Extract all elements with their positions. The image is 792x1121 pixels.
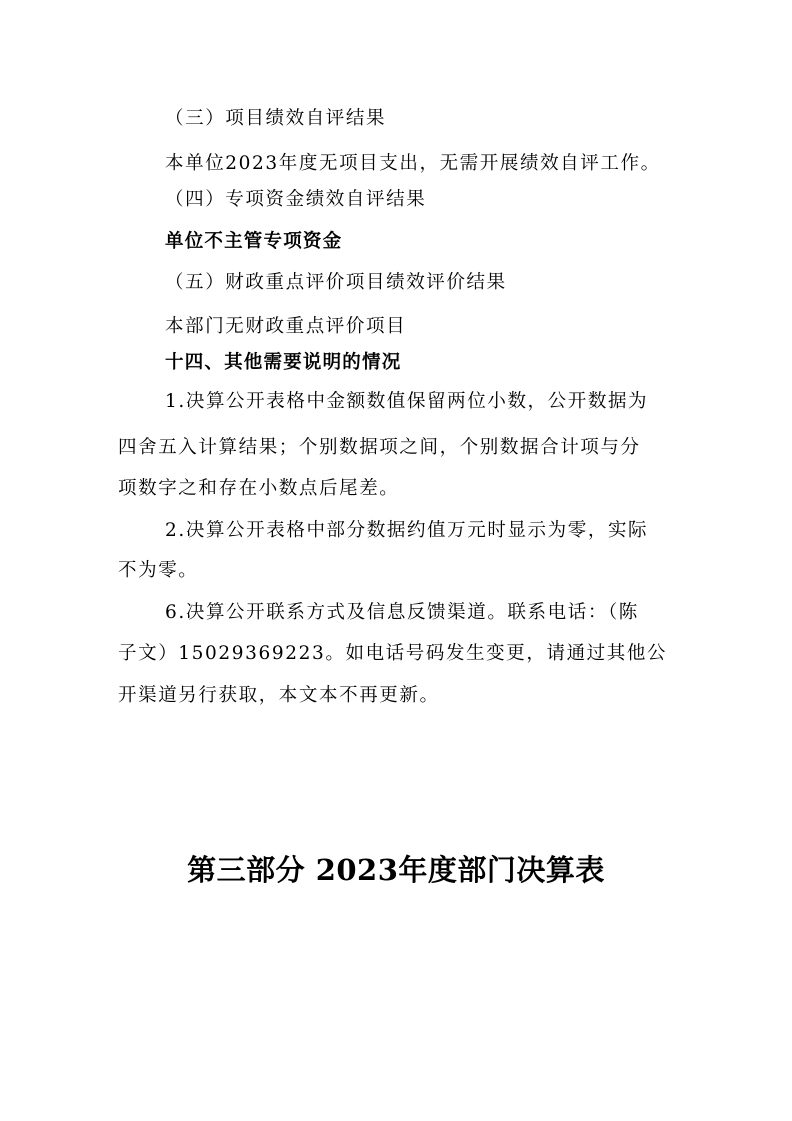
paragraph-three-line: 子文）15029369223。如电话号码发生变更，请通过其他公 xyxy=(118,643,668,664)
other-matters-heading: 十四、其他需要说明的情况 xyxy=(165,352,402,373)
paragraph-two-line: 2.决算公开表格中部分数据约值万元时显示为零，实际 xyxy=(165,520,649,541)
section-five-heading: （五）财政重点评价项目绩效评价结果 xyxy=(165,272,507,293)
section-three-body: 本单位2023年度无项目支出，无需开展绩效自评工作。 xyxy=(165,153,661,174)
section-three-heading: （三）项目绩效自评结果 xyxy=(165,108,387,129)
paragraph-two-line: 不为零。 xyxy=(118,560,199,581)
section-four-heading: （四）专项资金绩效自评结果 xyxy=(165,189,427,210)
part-three-title: 第三部分 2023年度部门决算表 xyxy=(187,853,605,887)
paragraph-three-line: 开渠道另行获取，本文本不再更新。 xyxy=(118,685,440,706)
paragraph-one-line: 四舍五入计算结果；个别数据项之间，个别数据合计项与分 xyxy=(118,437,641,458)
section-four-body: 单位不主管专项资金 xyxy=(165,231,343,252)
paragraph-one-line: 项数字之和存在小数点后尾差。 xyxy=(118,478,400,499)
paragraph-one-line: 1.决算公开表格中金额数值保留两位小数，公开数据为 xyxy=(165,391,649,412)
paragraph-three-line: 6.决算公开联系方式及信息反馈渠道。联系电话：（陈 xyxy=(165,602,639,623)
section-five-body: 本部门无财政重点评价项目 xyxy=(165,316,407,337)
